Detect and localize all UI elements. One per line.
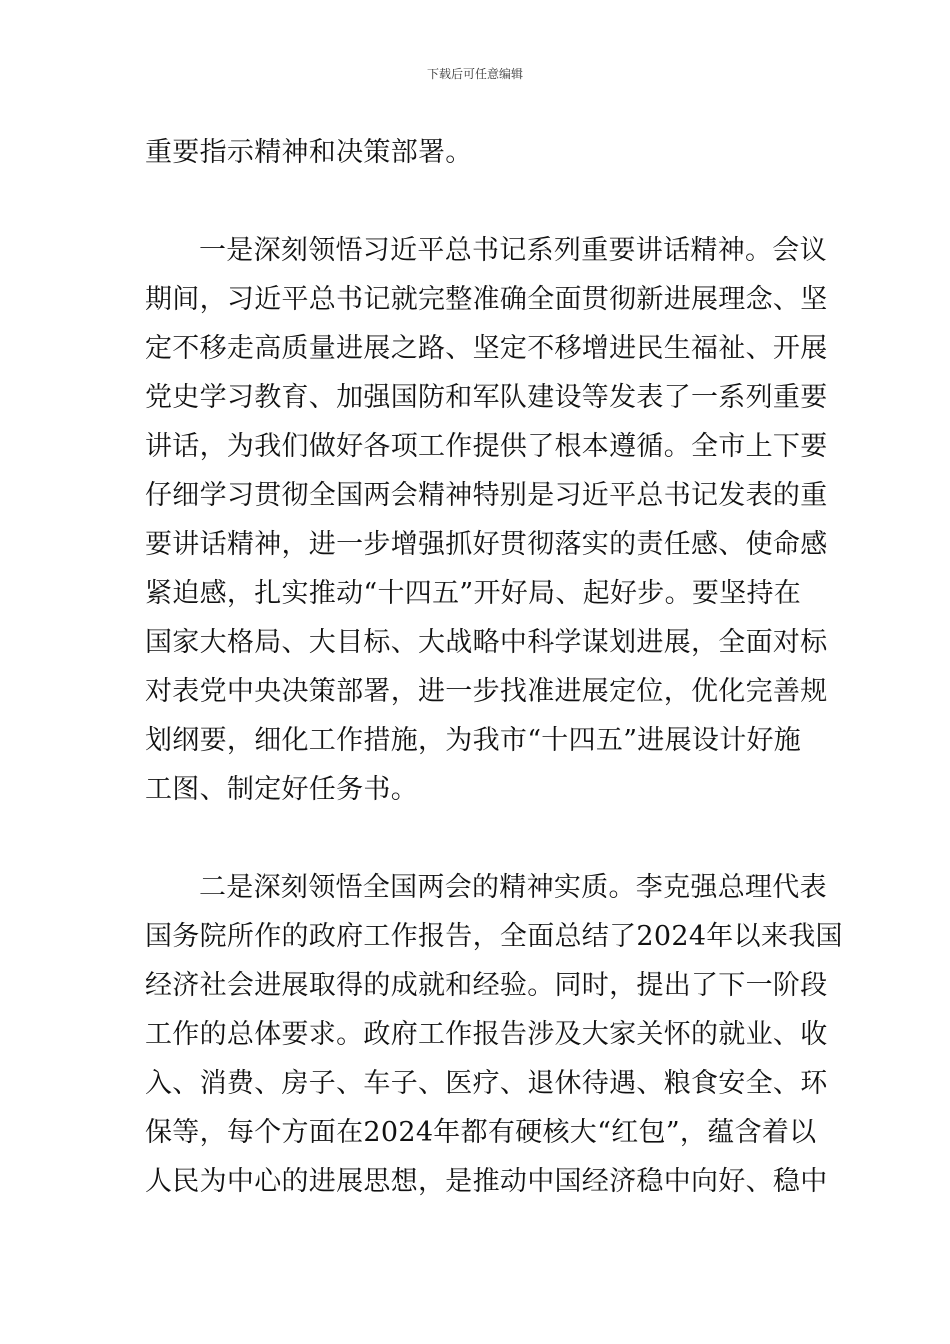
- text-line: 人民为中心的进展思想，是推动中国经济稳中向好、稳中: [145, 1166, 828, 1197]
- text-line: 入、消费、房子、车子、医疗、退休待遇、粮食安全、环: [145, 1068, 828, 1099]
- paragraph-gap: [145, 814, 810, 863]
- text-line: 重要指示精神和决策部署。: [145, 137, 473, 168]
- text-line: 要讲话精神，进一步增强抓好贯彻落实的责任感、使命感: [145, 529, 828, 560]
- text-line: 工图、制定好任务书。: [145, 774, 418, 805]
- page-header: 下载后可任意编辑: [426, 67, 523, 81]
- text-line: 保等，每个方面在2024年都有硬核大“红包”，蕴含着以: [145, 1117, 817, 1148]
- text-line: 国家大格局、大目标、大战略中科学谋划进展，全面对标: [145, 627, 828, 658]
- text-line: 仔细学习贯彻全国两会精神特别是习近平总书记发表的重: [145, 480, 828, 511]
- text-line: 对表党中央决策部署，进一步找准进展定位，优化完善规: [145, 676, 828, 707]
- text-line: 划纲要，细化工作措施，为我市“十四五”进展设计好施: [145, 725, 802, 756]
- text-line: 二是深刻领悟全国两会的精神实质。李克强总理代表: [199, 872, 827, 903]
- text-line: 国务院所作的政府工作报告，全面总结了2024年以来我国: [145, 921, 843, 952]
- text-line: 一是深刻领悟习近平总书记系列重要讲话精神。会议: [199, 235, 827, 266]
- text-line: 讲话，为我们做好各项工作提供了根本遵循。全市上下要: [145, 431, 828, 462]
- text-line: 期间，习近平总书记就完整准确全面贯彻新进展理念、坚: [145, 284, 828, 315]
- document-body: [145, 128, 843, 1206]
- paragraph-two: [145, 863, 843, 1206]
- text-line: 紧迫感，扎实推动“十四五”开好局、起好步。要坚持在: [145, 578, 802, 609]
- paragraph-gap: [145, 177, 810, 226]
- paragraph-one: [145, 226, 828, 814]
- text-line: 定不移走高质量进展之路、坚定不移增进民生福祉、开展: [145, 333, 828, 364]
- paragraph-continuation: [145, 128, 810, 177]
- text-line: 经济社会进展取得的成就和经验。同时，提出了下一阶段: [145, 970, 828, 1001]
- text-line: 党史学习教育、加强国防和军队建设等发表了一系列重要: [145, 382, 828, 413]
- text-line: 工作的总体要求。政府工作报告涉及大家关怀的就业、收: [145, 1019, 828, 1050]
